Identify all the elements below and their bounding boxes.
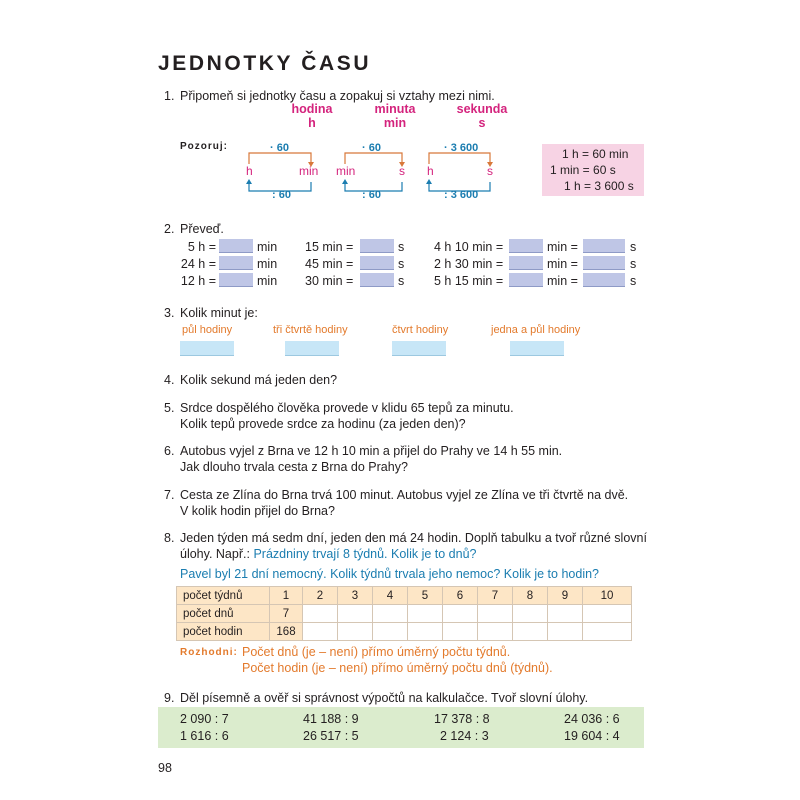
answer-box[interactable]	[583, 256, 625, 270]
time-phrase: půl hodiny	[182, 324, 233, 336]
table-cell-input[interactable]	[583, 605, 632, 623]
answer-box[interactable]	[360, 273, 394, 287]
unit-symbol: s	[478, 116, 486, 130]
relation: 1 min = 60 s	[550, 163, 616, 177]
answer-box[interactable]	[219, 239, 253, 253]
exercise-number: 8.	[164, 531, 175, 545]
divide-label: : 3 600	[444, 189, 479, 201]
division-problem: 17 378 : 8	[434, 712, 490, 726]
exercise-6-prompt	[164, 443, 562, 475]
table-cell-input[interactable]	[478, 605, 513, 623]
exercise-text: Děl písemně a ověř si správnost výpočtů na kalkulačce. Tvoř slovní úlohy.	[180, 691, 589, 705]
unit-name: sekunda	[456, 102, 508, 116]
arrowhead-icon	[246, 179, 252, 184]
conversion-lhs: 5 h =	[187, 240, 216, 254]
multiply-arrow	[345, 153, 402, 164]
row-label: počet dnů	[177, 605, 270, 623]
exercise-text: Autobus vyjel z Brna ve 12 h 10 min a přijel do Prahy ve 14 h 55 min.	[180, 444, 563, 458]
table-cell: 1	[270, 587, 303, 605]
table-cell-input[interactable]	[338, 623, 373, 641]
conversion-mid: min =	[547, 257, 578, 271]
exercise-text: Připomeň si jednotky času a zopakuj si vztahy mezi nimi.	[180, 89, 495, 103]
exercise-number: 5.	[164, 401, 175, 415]
exercise-text: Převeď.	[180, 222, 224, 236]
division-problem: 26 517 : 5	[303, 729, 359, 743]
answer-box[interactable]	[285, 341, 339, 356]
exercise-7-prompt	[164, 487, 628, 519]
table-cell: 8	[513, 587, 548, 605]
answer-box[interactable]	[583, 239, 625, 253]
conversion-lhs: 15 min =	[305, 240, 354, 254]
divide-label: : 60	[362, 189, 381, 201]
answer-box[interactable]	[219, 256, 253, 270]
table-row	[177, 605, 632, 623]
exercise-number: 9.	[164, 691, 175, 705]
conversion-unit: s	[630, 257, 637, 271]
exercise-text: Jeden týden má sedm dní, jeden den má 24 hodin. Doplň tabulku a tvoř různé slovní	[180, 531, 647, 545]
conversion-unit: min	[257, 240, 278, 254]
table-cell-input[interactable]	[303, 623, 338, 641]
exercise-text: úlohy. Např.:	[180, 547, 250, 561]
observe-label: Pozoruj:	[180, 141, 228, 152]
example-question: Prázdniny trvají 8 týdnů. Kolik je to dnů?	[253, 547, 477, 561]
answer-box[interactable]	[509, 273, 543, 287]
conversion-unit: s	[398, 257, 405, 271]
answer-box[interactable]	[360, 239, 394, 253]
unit-symbol: min	[383, 116, 407, 130]
exercise-4-prompt	[164, 372, 337, 388]
conversion-lhs: 5 h 15 min =	[434, 274, 504, 288]
divide-label: : 60	[272, 189, 291, 201]
table-cell-input[interactable]	[478, 623, 513, 641]
exercise-number: 1.	[164, 89, 175, 103]
exercise-text: Kolik tepů provede srdce za hodinu (za jeden den)?	[180, 417, 466, 431]
conversion-lhs: 30 min =	[305, 274, 354, 288]
exercise-text: Jak dlouho trvala cesta z Brna do Prahy?	[180, 460, 408, 474]
relation: 1 h = 60 min	[562, 147, 629, 161]
multiply-label: · 60	[270, 142, 289, 154]
unit-symbol: h	[308, 116, 316, 130]
table-cell: 7	[270, 605, 303, 623]
division-problem: 2 090 : 7	[180, 712, 229, 726]
table-cell-input[interactable]	[408, 623, 443, 641]
exercise-number: 4.	[164, 373, 175, 387]
exercise-number: 7.	[164, 488, 175, 502]
unit-minuta	[364, 102, 426, 130]
conversion-mid: min =	[547, 240, 578, 254]
table-cell-input[interactable]	[443, 605, 478, 623]
table-cell: 2	[303, 587, 338, 605]
time-phrase: jedna a půl hodiny	[491, 324, 581, 336]
division-problem: 1 616 : 6	[180, 729, 229, 743]
division-problem: 2 124 : 3	[440, 729, 489, 743]
conversion-unit: s	[398, 274, 405, 288]
exercise-8-prompt	[164, 530, 647, 582]
unit-sekunda	[448, 102, 516, 130]
table-cell: 4	[373, 587, 408, 605]
table-cell-input[interactable]	[548, 623, 583, 641]
conversion-lhs: 2 h 30 min =	[434, 257, 504, 271]
exercise-text: V kolik hodin přijel do Brna?	[180, 504, 335, 518]
multiply-label: · 60	[362, 142, 381, 154]
exercise-text: Srdce dospělého člověka provede v klidu 65 tepů za minutu.	[180, 401, 514, 415]
table-cell-input[interactable]	[373, 605, 408, 623]
exercise-3-prompt	[164, 305, 258, 321]
row-label: počet týdnů	[177, 587, 270, 605]
division-problem: 41 188 : 9	[303, 712, 359, 726]
answer-box[interactable]	[510, 341, 564, 356]
weeks-table	[176, 586, 632, 641]
unit-hodina	[282, 102, 342, 130]
exercise-text: Cesta ze Zlína do Brna trvá 100 minut. Autobus vyjel ze Zlína ve tři čtvrtě na dvě.	[180, 488, 629, 502]
diagram-right-unit: s	[399, 164, 405, 178]
table-cell-input[interactable]	[373, 623, 408, 641]
answer-box[interactable]	[509, 239, 543, 253]
exercise-2-prompt	[164, 221, 224, 237]
answer-box[interactable]	[392, 341, 446, 356]
conversion-unit: s	[398, 240, 405, 254]
division-problems-box	[158, 707, 644, 748]
arrowhead-icon	[342, 179, 348, 184]
conversion-lhs: 45 min =	[305, 257, 354, 271]
diagram-left-unit: min	[336, 164, 356, 178]
table-cell: 5	[408, 587, 443, 605]
diagram-right-unit: min	[299, 164, 319, 178]
conversion-unit: min	[257, 274, 278, 288]
table-cell: 9	[548, 587, 583, 605]
answer-box[interactable]	[180, 341, 234, 356]
multiply-label: · 3 600	[444, 142, 479, 154]
arrowhead-icon	[426, 179, 432, 184]
relations-box	[542, 144, 644, 196]
table-cell-input[interactable]	[513, 605, 548, 623]
example-question: Pavel byl 21 dní nemocný. Kolik týdnů trvala jeho nemoc? Kolik je to hodin?	[180, 567, 599, 581]
diagram-left-unit: h	[427, 164, 434, 178]
table-cell-input[interactable]	[513, 623, 548, 641]
division-problem: 19 604 : 4	[564, 729, 620, 743]
answer-box[interactable]	[583, 273, 625, 287]
time-phrase: čtvrt hodiny	[392, 324, 449, 336]
relation: 1 h = 3 600 s	[564, 179, 634, 193]
exercise-9-prompt	[164, 690, 588, 706]
multiply-arrow	[249, 153, 311, 164]
exercise-number: 6.	[164, 444, 175, 458]
decide-statement: Počet dnů (je – není) přímo úměrný počtu týdnů.	[242, 645, 511, 659]
decide-label: Rozhodni:	[180, 647, 238, 658]
time-phrase: tři čtvrtě hodiny	[273, 324, 348, 336]
conversion-lhs: 12 h =	[180, 274, 216, 288]
conversion-mid: min =	[547, 274, 578, 288]
row-label: počet hodin	[177, 623, 270, 641]
table-cell-input[interactable]	[338, 605, 373, 623]
decide-statement: Počet hodin (je – není) přímo úměrný počtu dnů (týdnů).	[242, 661, 553, 675]
exercise-text: Kolik sekund má jeden den?	[180, 373, 338, 387]
table-cell-input[interactable]	[583, 623, 632, 641]
conversion-unit: s	[630, 240, 637, 254]
table-cell: 3	[338, 587, 373, 605]
answer-box[interactable]	[509, 256, 543, 270]
unit-name: hodina	[291, 102, 333, 116]
table-cell-input[interactable]	[303, 605, 338, 623]
multiply-arrow	[429, 153, 490, 164]
answer-box[interactable]	[360, 256, 394, 270]
conversion-lhs: 4 h 10 min =	[434, 240, 504, 254]
table-row	[177, 623, 632, 641]
diagram-left-unit: h	[246, 164, 253, 178]
conversion-unit: min	[257, 257, 278, 271]
conversion-unit: s	[630, 274, 637, 288]
diagram-right-unit: s	[487, 164, 493, 178]
table-cell-input[interactable]	[443, 623, 478, 641]
exercise-5-prompt	[164, 400, 514, 432]
answer-box[interactable]	[219, 273, 253, 287]
page-title: JEDNOTKY ČASU	[158, 52, 372, 75]
table-cell-input[interactable]	[548, 605, 583, 623]
exercise-text: Kolik minut je:	[180, 306, 258, 320]
table-cell: 7	[478, 587, 513, 605]
exercise-number: 2.	[164, 222, 175, 236]
division-problem: 24 036 : 6	[564, 712, 620, 726]
table-cell: 6	[443, 587, 478, 605]
conversion-lhs: 24 h =	[180, 257, 216, 271]
table-cell-input[interactable]	[408, 605, 443, 623]
table-cell: 10	[583, 587, 632, 605]
exercise-number: 3.	[164, 306, 175, 320]
table-cell: 168	[270, 623, 303, 641]
table-row	[177, 587, 632, 605]
page-number: 98	[158, 761, 172, 775]
unit-name: minuta	[374, 102, 416, 116]
